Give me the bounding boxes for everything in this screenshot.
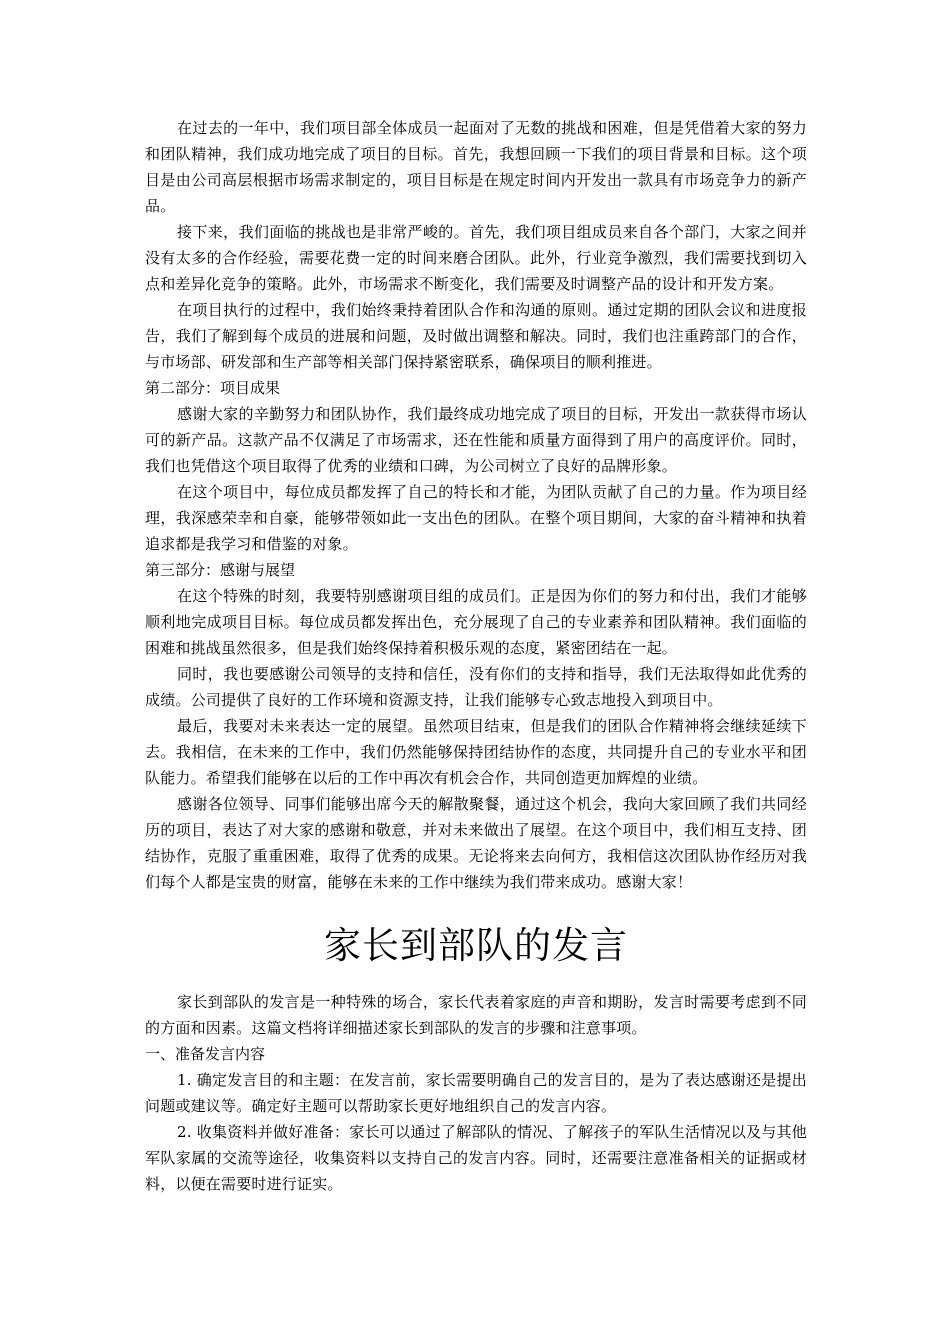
paragraph: 在这个特殊的时刻，我要特别感谢项目组的成员们。正是因为你们的努力和付出，我们才能够顺利地完成项目目标。每位成员都发挥出色，充分展现了自己的专业素养和团队精神。我们面临的困难和挑战虽然很多，但是我们始终保持着积极乐观的态度，紧密团结在一起。 <box>145 587 807 657</box>
list-item: 2. 收集资料并做好准备：家长可以通过了解部队的情况、了解孩子的军队生活情况以及与其他军队家属的交流等途径，收集资料以支持自己的发言内容。同时，还需要注意准备相关的证据或材料，以便在需要时进行证实。 <box>145 1123 807 1193</box>
paragraph: 家长到部队的发言是一种特殊的场合，家长代表着家庭的声音和期盼，发言时需要考虑到不同的方面和因素。这篇文档将详细描述家长到部队的发言的步骤和注意事项。 <box>145 993 807 1037</box>
paragraph: 感谢大家的辛勤努力和团队协作，我们最终成功地完成了项目的目标，开发出一款获得市场认可的新产品。这款产品不仅满足了市场需求，还在性能和质量方面得到了用户的高度评价。同时，我们也凭借这个项目取得了优秀的业绩和口碑，为公司树立了良好的品牌形象。 <box>145 405 807 475</box>
paragraph: 同时，我也要感谢公司领导的支持和信任，没有你们的支持和指导，我们无法取得如此优秀的成绩。公司提供了良好的工作环境和资源支持，让我们能够专心致志地投入到项目中。 <box>145 665 807 709</box>
paragraph: 感谢各位领导、同事们能够出席今天的解散聚餐，通过这个机会，我向大家回顾了我们共同经历的项目，表达了对大家的感谢和敬意，并对未来做出了展望。在这个项目中，我们相互支持、团结协作，克服了重重困难，取得了优秀的成果。无论将来去向何方，我相信这次团队协作经历对我们每个人都是宝贵的财富，能够在未来的工作中继续为我们带来成功。感谢大家！ <box>145 795 807 891</box>
section-heading: 第三部分：感谢与展望 <box>145 561 296 579</box>
document-page <box>145 115 807 1197</box>
paragraph: 接下来，我们面临的挑战也是非常严峻的。首先，我们项目组成员来自各个部门，大家之间并没有太多的合作经验，需要花费一定的时间来磨合团队。此外，行业竞争激烈，我们需要找到切入点和差异化竞争的策略。此外，市场需求不断变化，我们需要及时调整产品的设计和开发方案。 <box>145 223 807 293</box>
paragraph: 在项目执行的过程中，我们始终秉持着团队合作和沟通的原则。通过定期的团队会议和进度报告，我们了解到每个成员的进展和问题，及时做出调整和解决。同时，我们也注重跨部门的合作，与市场部、研发部和生产部等相关部门保持紧密联系，确保项目的顺利推进。 <box>145 301 807 371</box>
paragraph: 在过去的一年中，我们项目部全体成员一起面对了无数的挑战和困难，但是凭借着大家的努力和团队精神，我们成功地完成了项目的目标。首先，我想回顾一下我们的项目背景和目标。这个项目是由公司高层根据市场需求制定的，项目目标是在规定时间内开发出一款具有市场竞争力的新产品。 <box>145 119 807 215</box>
paragraph: 最后，我要对未来表达一定的展望。虽然项目结束，但是我们的团队合作精神将会继续延续下去。我相信，在未来的工作中，我们仍然能够保持团结协作的态度，共同提升自己的专业水平和团队能力。希望我们能够在以后的工作中再次有机会合作，共同创造更加辉煌的业绩。 <box>145 717 807 787</box>
list-item: 1. 确定发言目的和主题：在发言前，家长需要明确自己的发言目的，是为了表达感谢还是提出问题或建议等。确定好主题可以帮助家长更好地组织自己的发言内容。 <box>145 1071 807 1115</box>
document-title: 家长到部队的发言 <box>324 924 628 967</box>
paragraph: 在这个项目中，每位成员都发挥了自己的特长和才能，为团队贡献了自己的力量。作为项目经理，我深感荣幸和自豪，能够带领如此一支出色的团队。在整个项目期间，大家的奋斗精神和执着追求都是我学习和借鉴的对象。 <box>145 483 807 553</box>
section-heading: 一、准备发言内容 <box>145 1045 266 1063</box>
section-heading: 第二部分：项目成果 <box>145 379 281 397</box>
